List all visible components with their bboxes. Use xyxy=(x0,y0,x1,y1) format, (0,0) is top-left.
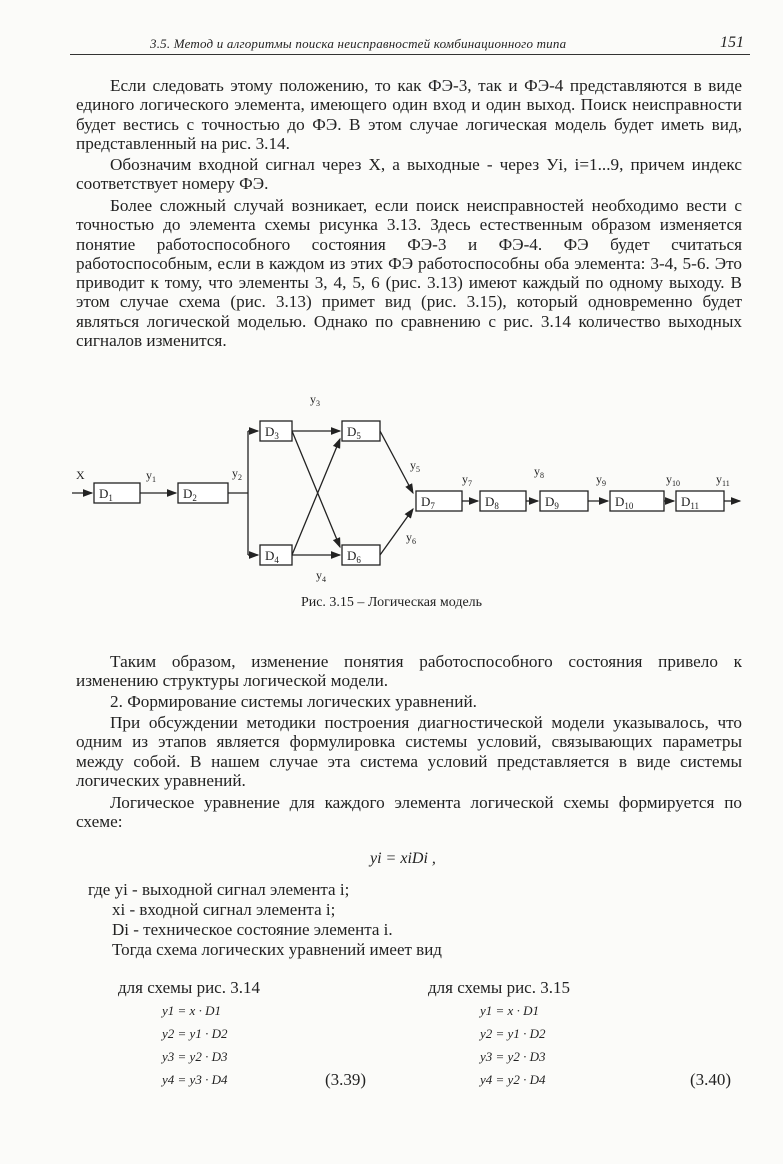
block-label-d11: $D_{11}$ xyxy=(681,494,700,511)
signal-label-y8: $y_8$ xyxy=(534,464,544,480)
paragraph-5: 2. Формирование системы логических уравнений. xyxy=(110,692,477,711)
definition-x: xi - входной сигнал элемента i; xyxy=(112,900,336,919)
signal-label-y1: $y_1$ xyxy=(146,468,156,484)
definition-y: где yi - выходной сигнал элемента i; xyxy=(88,880,350,899)
signal-label-y7: $y_7$ xyxy=(462,472,472,488)
signal-label-y2: $y_2$ xyxy=(232,466,242,482)
paragraph-2: Обозначим входной сигнал через X, а выходные - через Уi, i=1...9, причем индекс соответствует номеру ФЭ. xyxy=(76,155,742,194)
block-label-d1: $D_1$ xyxy=(99,486,113,503)
equation-4-left: y4 = y3 · D4 xyxy=(162,1072,228,1087)
running-header xyxy=(70,30,750,55)
general-formula: yi = xiDi , xyxy=(370,850,436,867)
equation-number-3-39: (3.39) xyxy=(325,1070,367,1089)
equation-3-left: y3 = y2 · D3 xyxy=(162,1049,228,1064)
page-number: 151 xyxy=(720,34,744,51)
equation-2-right: y2 = y1 · D2 xyxy=(480,1026,546,1041)
input-label-x: X xyxy=(76,468,85,482)
signal-label-y10: $y_{10}$ xyxy=(666,472,680,488)
equation-3-right: y3 = y2 · D3 xyxy=(480,1049,546,1064)
equation-number-3-40: (3.40) xyxy=(690,1070,732,1089)
signal-label-y5: $y_5$ xyxy=(410,458,420,474)
definition-intro: Тогда схема логических уравнений имеет вид xyxy=(112,940,442,959)
paragraph-4: Таким образом, изменение понятия работоспособного состояния привело к изменению структуры логической модели. xyxy=(76,652,742,691)
signal-label-y11: $y_{11}$ xyxy=(716,472,730,488)
system-header-3-15: для схемы рис. 3.15 xyxy=(428,978,570,997)
block-label-d7: $D_7$ xyxy=(421,494,435,511)
signal-label-y6: $y_6$ xyxy=(406,530,416,546)
signal-label-y4: $y_4$ xyxy=(316,568,326,584)
paragraph-1: Если следовать этому положению, то как ФЭ-3, так и ФЭ-4 представляются в виде единого логического элемента, имеющего один вход и один выход. Поиск неисправности будет вестись с точностью до ФЭ. В этом случае логическая модель будет иметь вид, представленный на рис. 3.14. xyxy=(76,76,742,153)
paragraph-7: Логическое уравнение для каждого элемента логической схемы формируется по схеме: xyxy=(76,793,742,832)
block-label-d4: $D_4$ xyxy=(265,548,279,565)
paragraph-6: При обсуждении методики построения диагностической модели указывалось, что одним из этапов является формулировка системы условий, связывающих параметры между собой. В нашем случае эта система условий представляется в виде системы логических уравнений. xyxy=(76,713,742,790)
definition-d: Di - техническое состояние элемента i. xyxy=(112,920,393,939)
equation-2-left: y2 = y1 · D2 xyxy=(162,1026,228,1041)
equation-1-right: y1 = x · D1 xyxy=(480,1003,539,1018)
block-label-d8: $D_8$ xyxy=(485,494,499,511)
logic-model-diagram xyxy=(60,385,750,585)
block-label-d10: $D_{10}$ xyxy=(615,494,634,511)
block-label-d3: $D_3$ xyxy=(265,424,279,441)
figure-caption: Рис. 3.15 – Логическая модель xyxy=(300,595,483,610)
block-label-d9: $D_9$ xyxy=(545,494,559,511)
equation-1-left: y1 = x · D1 xyxy=(162,1003,221,1018)
running-title: 3.5. Метод и алгоритмы поиска неисправностей комбинационного типа xyxy=(150,36,567,51)
signal-label-y9: $y_9$ xyxy=(596,472,606,488)
block-label-d6: $D_6$ xyxy=(347,548,361,565)
block-label-d2: $D_2$ xyxy=(183,486,197,503)
block-label-d5: $D_5$ xyxy=(347,424,361,441)
system-header-3-14: для схемы рис. 3.14 xyxy=(118,978,260,997)
equation-4-right: y4 = y2 · D4 xyxy=(480,1072,546,1087)
signal-label-y3: $y_3$ xyxy=(310,392,320,408)
paragraph-3: Более сложный случай возникает, если поиск неисправностей необходимо вести с точностью до элемента схемы рисунка 3.13. Здесь естественным образом изменяется понятие работоспособного состояния ФЭ-3 и ФЭ-4. ФЭ будет считаться работоспособным, если в каждом из этих ФЭ работоспособны оба элемента: 3-4, 5-6. Это приводит к тому, что элементы 3, 4, 5, 6 (рис. 3.13) имеют каждый по одному выходу. В этом случае схема (рис. 3.13) примет вид (рис. 3.15), который одновременно будет являться логической моделью. Однако по сравнению с рис. 3.14 количество выходных сигналов изменится. xyxy=(76,196,742,351)
